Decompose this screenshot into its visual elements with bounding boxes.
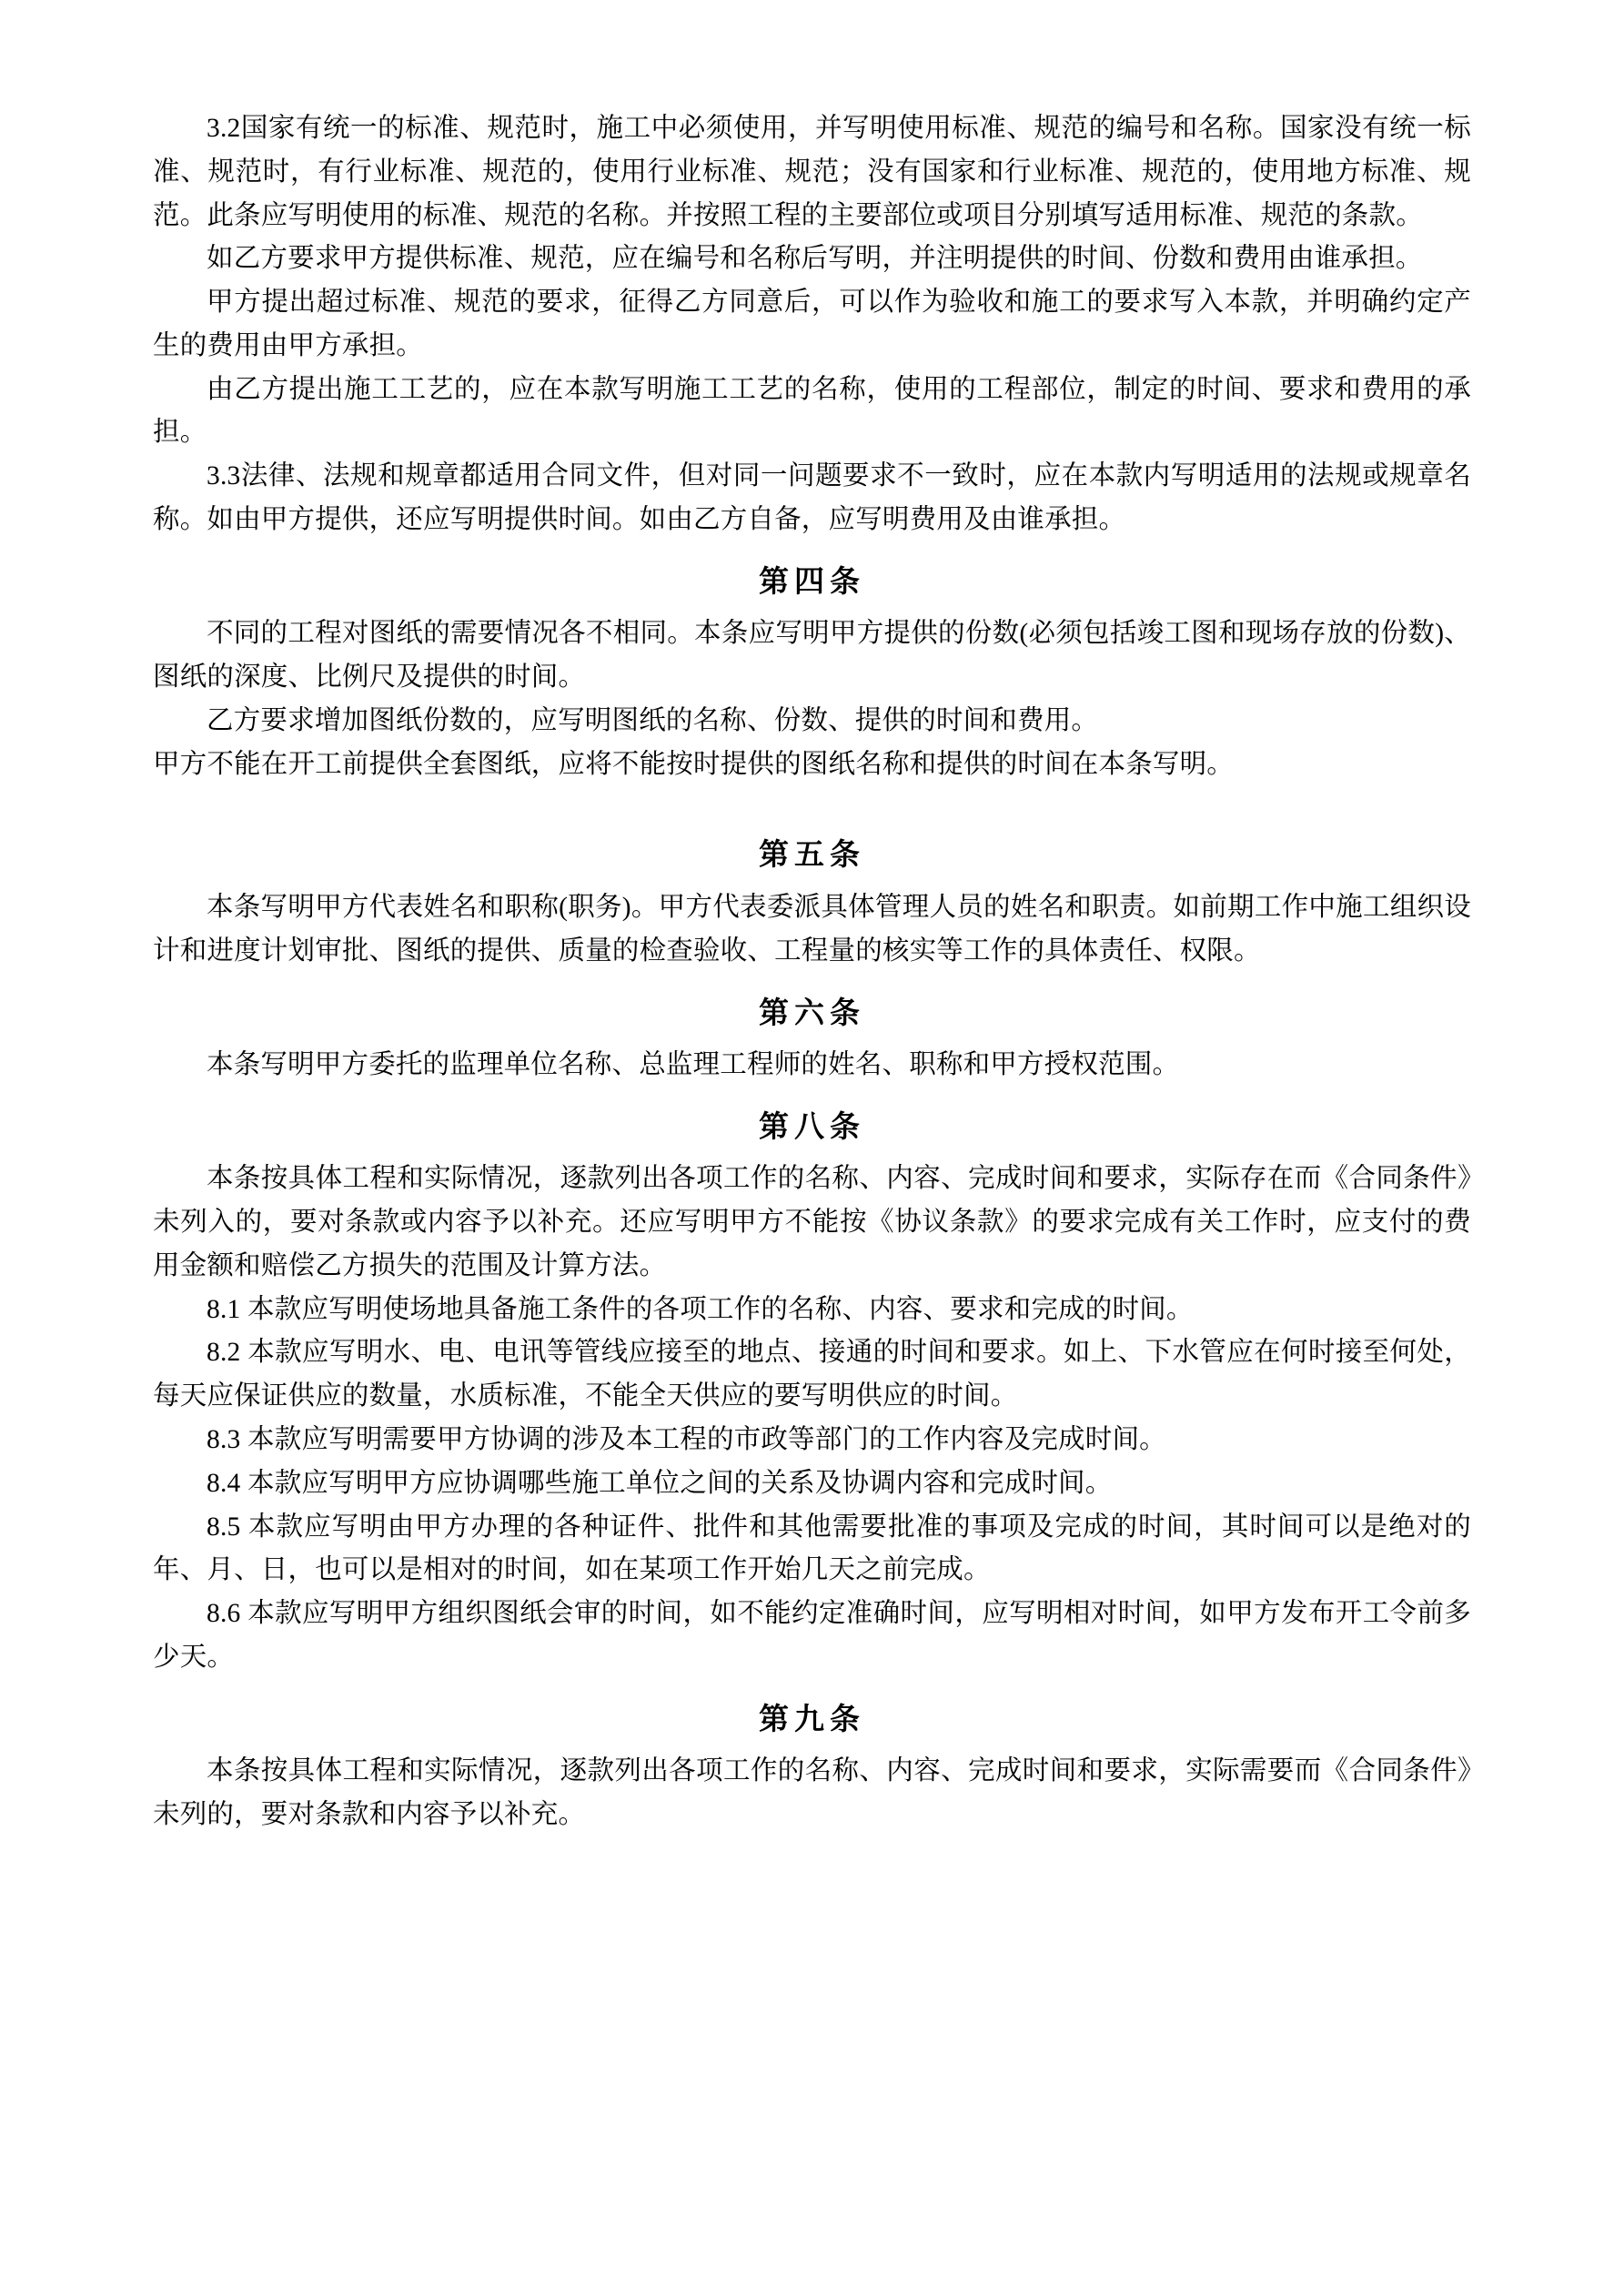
heading-article-6: 第六条: [759, 996, 865, 1030]
spacer: [153, 542, 1471, 561]
paragraph-8-3: 8.3 本款应写明需要甲方协调的涉及本工程的市政等部门的工作内容及完成时间。: [207, 1424, 1166, 1454]
spacer: [153, 879, 1471, 886]
heading-article-8: 第八条: [759, 1110, 865, 1144]
heading-article-5: 第五条: [759, 839, 865, 873]
paragraph-exceed-standards: 甲方提出超过标准、规范的要求，征得乙方同意后，可以作为验收和施工的要求写入本款，并明确约定产生的费用由甲方承担。: [153, 288, 1471, 360]
paragraph-6-1: 本条写明甲方委托的监理单位名称、总监理工程师的姓名、职称和甲方授权范围。: [207, 1050, 1180, 1079]
paragraph-4-3: 甲方不能在开工前提供全套图纸，应将不能按时提供的图纸名称和提供的时间在本条写明。: [153, 749, 1235, 779]
document-body: [153, 107, 1471, 1837]
spacer: [153, 1037, 1471, 1044]
paragraph-standards-request: 如乙方要求甲方提供标准、规范，应在编号和名称后写明，并注明提供的时间、份数和费用由谁承担。: [207, 244, 1423, 274]
paragraph-4-1: 不同的工程对图纸的需要情况各不相同。本条应写明甲方提供的份数(必须包括竣工图和现场存放的份数)、图纸的深度、比例尺及提供的时间。: [153, 619, 1471, 693]
paragraph-8-1: 8.1 本款应写明使场地具备施工条件的各项工作的名称、内容、要求和完成的时间。: [207, 1294, 1194, 1324]
paragraph-4-2: 乙方要求增加图纸份数的，应写明图纸的名称、份数、提供的时间和费用。: [207, 705, 1099, 735]
heading-article-4: 第四条: [759, 565, 865, 599]
paragraph-3-3: 3.3法律、法规和规章都适用合同文件，但对同一问题要求不一致时，应在本款内写明适用的法规或规章名称。如由甲方提供，还应写明提供时间。如由乙方自备，应写明费用及由谁承担。: [153, 461, 1471, 535]
paragraph-9-1: 本条按具体工程和实际情况，逐款列出各项工作的名称、内容、完成时间和要求，实际需要而《合同条件》未列的，要对条款和内容予以补充。: [153, 1756, 1471, 1829]
paragraph-5-1: 本条写明甲方代表姓名和职称(职务)。甲方代表委派具体管理人员的姓名和职责。如前期工作中施工组织设计和进度计划审批、图纸的提供、质量的检查验收、工程量的核实等工作的具体责任、权限。: [153, 892, 1471, 966]
paragraph-construction-technique: 由乙方提出施工工艺的，应在本款写明施工工艺的名称，使用的工程部位，制定的时间、要求和费用的承担。: [153, 374, 1471, 448]
spacer: [153, 974, 1471, 992]
paragraph-8-4: 8.4 本款应写明甲方应协调哪些施工单位之间的关系及协调内容和完成时间。: [207, 1468, 1113, 1498]
spacer: [153, 1150, 1471, 1158]
paragraph-3-2: 3.2国家有统一的标准、规范时，施工中必须使用，并写明使用标准、规范的编号和名称。国家没有统一标准、规范时，有行业标准、规范的，使用行业标准、规范；没有国家和行业标准、规范的，使用地方标准、规范。此条应写明使用的标准、规范的名称。并按照工程的主要部位或项目分别填写适用标准、规范的条款。: [153, 114, 1471, 230]
paragraph-8-6: 8.6 本款应写明甲方组织图纸会审的时间，如不能约定准确时间，应写明相对时间，如甲方发布开工令前多少天。: [153, 1599, 1471, 1672]
spacer: [153, 786, 1471, 834]
spacer: [153, 1743, 1471, 1750]
spacer: [153, 605, 1471, 612]
paragraph-8-0: 本条按具体工程和实际情况，逐款列出各项工作的名称、内容、完成时间和要求，实际存在而《合同条件》未列入的，要对条款或内容予以补充。还应写明甲方不能按《协议条款》的要求完成有关工作时，应支付的费用金额和赔偿乙方损失的范围及计算方法。: [153, 1164, 1471, 1280]
paragraph-8-2: 8.2 本款应写明水、电、电讯等管线应接至的地点、接通的时间和要求。如上、下水管应在何时接至何处，每天应保证供应的数量，水质标准，不能全天供应的要写明供应的时间。: [153, 1338, 1471, 1411]
heading-article-9: 第九条: [759, 1703, 865, 1736]
spacer: [153, 1087, 1471, 1106]
spacer: [153, 1680, 1471, 1698]
paragraph-8-5: 8.5 本款应写明由甲方办理的各种证件、批件和其他需要批准的事项及完成的时间，其时间可以是绝对的年、月、日，也可以是相对的时间，如在某项工作开始几天之前完成。: [153, 1512, 1471, 1585]
